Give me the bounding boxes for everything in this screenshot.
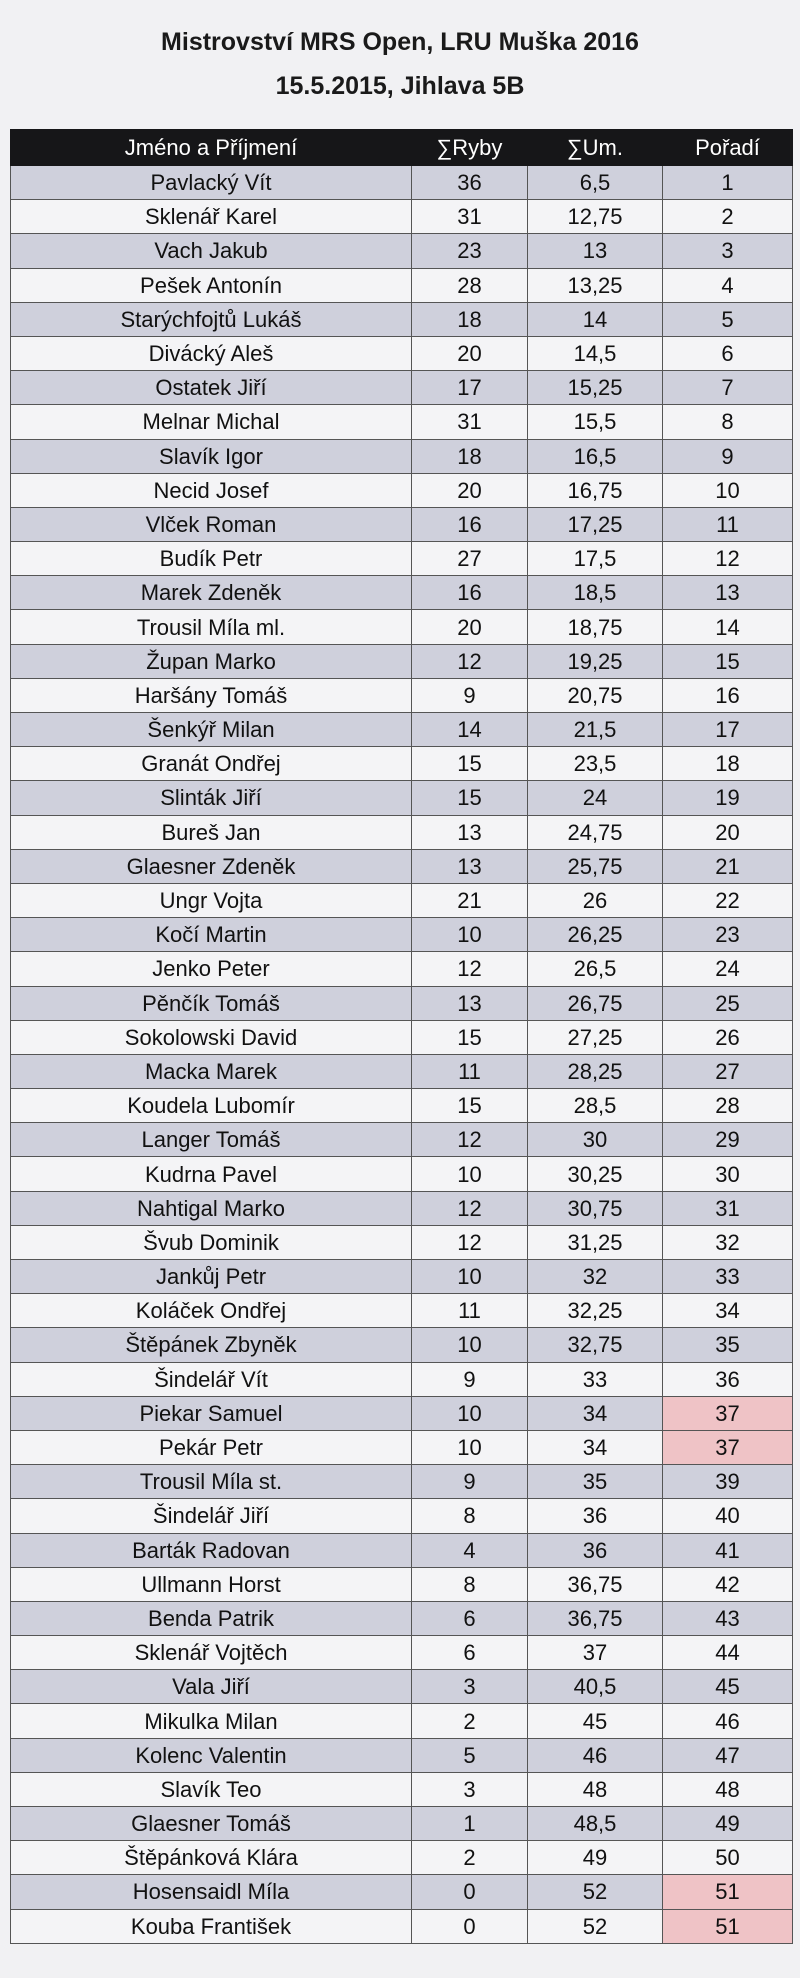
- cell-placement-sum: 25,75: [528, 849, 663, 883]
- cell-fish-count: 12: [412, 952, 528, 986]
- cell-name: Pekár Petr: [11, 1430, 412, 1464]
- cell-name: Melnar Michal: [11, 405, 412, 439]
- cell-name: Nahtigal Marko: [11, 1191, 412, 1225]
- table-row: [11, 849, 793, 883]
- table-row: [11, 747, 793, 781]
- cell-fish-count: 12: [412, 1123, 528, 1157]
- cell-rank: 23: [663, 918, 793, 952]
- cell-placement-sum: 13: [528, 234, 663, 268]
- cell-placement-sum: 14,5: [528, 336, 663, 370]
- cell-fish-count: 16: [412, 576, 528, 610]
- cell-fish-count: 12: [412, 1225, 528, 1259]
- table-row: [11, 1396, 793, 1430]
- cell-fish-count: 12: [412, 1191, 528, 1225]
- table-row: [11, 1772, 793, 1806]
- cell-fish-count: 13: [412, 986, 528, 1020]
- table-row: [11, 1499, 793, 1533]
- cell-name: Trousil Míla ml.: [11, 610, 412, 644]
- table-row: [11, 542, 793, 576]
- cell-placement-sum: 31,25: [528, 1225, 663, 1259]
- table-row: [11, 371, 793, 405]
- table-row: [11, 986, 793, 1020]
- cell-rank: 27: [663, 1054, 793, 1088]
- table-row: [11, 952, 793, 986]
- cell-name: Kouba František: [11, 1909, 412, 1943]
- cell-rank: 43: [663, 1601, 793, 1635]
- cell-placement-sum: 40,5: [528, 1670, 663, 1704]
- cell-placement-sum: 30,75: [528, 1191, 663, 1225]
- cell-rank: 2: [663, 200, 793, 234]
- cell-name: Glaesner Tomáš: [11, 1807, 412, 1841]
- cell-placement-sum: 32,75: [528, 1328, 663, 1362]
- cell-rank: 15: [663, 644, 793, 678]
- cell-name: Hosensaidl Míla: [11, 1875, 412, 1909]
- cell-fish-count: 15: [412, 1089, 528, 1123]
- cell-rank: 13: [663, 576, 793, 610]
- cell-placement-sum: 45: [528, 1704, 663, 1738]
- cell-placement-sum: 18,5: [528, 576, 663, 610]
- cell-rank: 45: [663, 1670, 793, 1704]
- table-row: [11, 1362, 793, 1396]
- cell-fish-count: 28: [412, 268, 528, 302]
- cell-name: Trousil Míla st.: [11, 1465, 412, 1499]
- cell-name: Slinták Jiří: [11, 781, 412, 815]
- cell-placement-sum: 48,5: [528, 1807, 663, 1841]
- cell-name: Kolenc Valentin: [11, 1738, 412, 1772]
- cell-placement-sum: 26: [528, 883, 663, 917]
- cell-rank: 49: [663, 1807, 793, 1841]
- cell-placement-sum: 36: [528, 1499, 663, 1533]
- table-row: [11, 1636, 793, 1670]
- cell-placement-sum: 26,5: [528, 952, 663, 986]
- cell-placement-sum: 49: [528, 1841, 663, 1875]
- table-row: [11, 1089, 793, 1123]
- cell-name: Pěnčík Tomáš: [11, 986, 412, 1020]
- cell-rank: 40: [663, 1499, 793, 1533]
- cell-placement-sum: 15,5: [528, 405, 663, 439]
- table-row: [11, 405, 793, 439]
- cell-fish-count: 14: [412, 713, 528, 747]
- cell-fish-count: 15: [412, 747, 528, 781]
- cell-rank: 24: [663, 952, 793, 986]
- cell-fish-count: 9: [412, 1362, 528, 1396]
- cell-fish-count: 20: [412, 473, 528, 507]
- cell-placement-sum: 36: [528, 1533, 663, 1567]
- cell-fish-count: 31: [412, 405, 528, 439]
- cell-name: Štěpánková Klára: [11, 1841, 412, 1875]
- cell-name: Šenkýř Milan: [11, 713, 412, 747]
- cell-rank: 42: [663, 1567, 793, 1601]
- cell-placement-sum: 14: [528, 302, 663, 336]
- table-row: [11, 200, 793, 234]
- cell-fish-count: 13: [412, 849, 528, 883]
- column-header-rank: Pořadí: [663, 130, 793, 166]
- cell-placement-sum: 17,5: [528, 542, 663, 576]
- cell-placement-sum: 52: [528, 1909, 663, 1943]
- cell-fish-count: 8: [412, 1567, 528, 1601]
- cell-placement-sum: 37: [528, 1636, 663, 1670]
- cell-fish-count: 20: [412, 336, 528, 370]
- cell-placement-sum: 19,25: [528, 644, 663, 678]
- cell-fish-count: 10: [412, 1430, 528, 1464]
- cell-placement-sum: 13,25: [528, 268, 663, 302]
- cell-rank: 32: [663, 1225, 793, 1259]
- table-row: [11, 268, 793, 302]
- cell-rank: 14: [663, 610, 793, 644]
- results-table-header: [11, 130, 793, 166]
- cell-placement-sum: 34: [528, 1396, 663, 1430]
- cell-rank: 20: [663, 815, 793, 849]
- table-row: [11, 1054, 793, 1088]
- cell-fish-count: 17: [412, 371, 528, 405]
- cell-name: Sklenář Karel: [11, 200, 412, 234]
- cell-fish-count: 2: [412, 1841, 528, 1875]
- cell-rank: 37: [663, 1396, 793, 1430]
- cell-fish-count: 5: [412, 1738, 528, 1772]
- cell-name: Šindelář Vít: [11, 1362, 412, 1396]
- cell-placement-sum: 35: [528, 1465, 663, 1499]
- cell-name: Langer Tomáš: [11, 1123, 412, 1157]
- cell-placement-sum: 12,75: [528, 200, 663, 234]
- cell-name: Haršány Tomáš: [11, 678, 412, 712]
- cell-placement-sum: 33: [528, 1362, 663, 1396]
- results-table: [10, 129, 793, 1944]
- cell-name: Šindelář Jiří: [11, 1499, 412, 1533]
- cell-fish-count: 10: [412, 1260, 528, 1294]
- cell-rank: 33: [663, 1260, 793, 1294]
- table-row: [11, 1909, 793, 1943]
- cell-placement-sum: 18,75: [528, 610, 663, 644]
- cell-name: Mikulka Milan: [11, 1704, 412, 1738]
- cell-rank: 29: [663, 1123, 793, 1157]
- cell-placement-sum: 16,75: [528, 473, 663, 507]
- cell-rank: 51: [663, 1909, 793, 1943]
- cell-rank: 1: [663, 166, 793, 200]
- cell-fish-count: 0: [412, 1909, 528, 1943]
- cell-rank: 31: [663, 1191, 793, 1225]
- cell-placement-sum: 26,25: [528, 918, 663, 952]
- cell-fish-count: 2: [412, 1704, 528, 1738]
- cell-placement-sum: 34: [528, 1430, 663, 1464]
- table-row: [11, 781, 793, 815]
- cell-fish-count: 4: [412, 1533, 528, 1567]
- cell-placement-sum: 15,25: [528, 371, 663, 405]
- cell-placement-sum: 16,5: [528, 439, 663, 473]
- cell-fish-count: 10: [412, 1157, 528, 1191]
- cell-rank: 5: [663, 302, 793, 336]
- cell-name: Slavík Teo: [11, 1772, 412, 1806]
- column-header-name: Jméno a Příjmení: [11, 130, 412, 166]
- table-row: [11, 1430, 793, 1464]
- cell-name: Vach Jakub: [11, 234, 412, 268]
- cell-name: Pešek Antonín: [11, 268, 412, 302]
- table-row: [11, 1567, 793, 1601]
- table-row: [11, 1191, 793, 1225]
- table-row: [11, 576, 793, 610]
- cell-name: Ostatek Jiří: [11, 371, 412, 405]
- cell-fish-count: 10: [412, 1328, 528, 1362]
- cell-name: Ungr Vojta: [11, 883, 412, 917]
- cell-fish-count: 15: [412, 781, 528, 815]
- cell-fish-count: 13: [412, 815, 528, 849]
- cell-rank: 36: [663, 1362, 793, 1396]
- cell-fish-count: 10: [412, 918, 528, 952]
- cell-name: Slavík Igor: [11, 439, 412, 473]
- cell-fish-count: 15: [412, 1020, 528, 1054]
- cell-name: Budík Petr: [11, 542, 412, 576]
- table-row: [11, 1225, 793, 1259]
- cell-rank: 46: [663, 1704, 793, 1738]
- cell-fish-count: 10: [412, 1396, 528, 1430]
- cell-name: Bureš Jan: [11, 815, 412, 849]
- cell-fish-count: 6: [412, 1601, 528, 1635]
- cell-fish-count: 6: [412, 1636, 528, 1670]
- cell-placement-sum: 26,75: [528, 986, 663, 1020]
- cell-placement-sum: 46: [528, 1738, 663, 1772]
- table-row: [11, 1328, 793, 1362]
- cell-placement-sum: 52: [528, 1875, 663, 1909]
- cell-fish-count: 20: [412, 610, 528, 644]
- cell-rank: 19: [663, 781, 793, 815]
- cell-rank: 3: [663, 234, 793, 268]
- cell-name: Vlček Roman: [11, 507, 412, 541]
- cell-rank: 4: [663, 268, 793, 302]
- table-row: [11, 713, 793, 747]
- results-table-body: [11, 166, 793, 1944]
- table-row: [11, 302, 793, 336]
- table-row: [11, 883, 793, 917]
- cell-rank: 39: [663, 1465, 793, 1499]
- cell-name: Kočí Martin: [11, 918, 412, 952]
- table-row: [11, 166, 793, 200]
- cell-fish-count: 27: [412, 542, 528, 576]
- cell-placement-sum: 32,25: [528, 1294, 663, 1328]
- table-row: [11, 1294, 793, 1328]
- cell-name: Sokolowski David: [11, 1020, 412, 1054]
- cell-placement-sum: 21,5: [528, 713, 663, 747]
- cell-rank: 44: [663, 1636, 793, 1670]
- table-row: [11, 473, 793, 507]
- cell-fish-count: 0: [412, 1875, 528, 1909]
- cell-name: Piekar Samuel: [11, 1396, 412, 1430]
- table-row: [11, 1841, 793, 1875]
- cell-placement-sum: 6,5: [528, 166, 663, 200]
- cell-placement-sum: 28,5: [528, 1089, 663, 1123]
- table-row: [11, 1020, 793, 1054]
- cell-rank: 30: [663, 1157, 793, 1191]
- cell-name: Koláček Ondřej: [11, 1294, 412, 1328]
- table-row: [11, 336, 793, 370]
- cell-placement-sum: 20,75: [528, 678, 663, 712]
- cell-placement-sum: 27,25: [528, 1020, 663, 1054]
- cell-fish-count: 18: [412, 302, 528, 336]
- table-row: [11, 1807, 793, 1841]
- cell-rank: 17: [663, 713, 793, 747]
- cell-rank: 26: [663, 1020, 793, 1054]
- cell-fish-count: 8: [412, 1499, 528, 1533]
- page-subtitle: 15.5.2015, Jihlava 5B: [275, 72, 525, 100]
- cell-rank: 18: [663, 747, 793, 781]
- cell-fish-count: 18: [412, 439, 528, 473]
- cell-rank: 6: [663, 336, 793, 370]
- cell-fish-count: 16: [412, 507, 528, 541]
- header-row: [11, 130, 793, 166]
- cell-rank: 22: [663, 883, 793, 917]
- table-row: [11, 1533, 793, 1567]
- cell-name: Marek Zdeněk: [11, 576, 412, 610]
- cell-rank: 34: [663, 1294, 793, 1328]
- cell-name: Starýchfojtů Lukáš: [11, 302, 412, 336]
- cell-fish-count: 3: [412, 1670, 528, 1704]
- cell-name: Benda Patrik: [11, 1601, 412, 1635]
- table-row: [11, 1260, 793, 1294]
- cell-rank: 9: [663, 439, 793, 473]
- cell-placement-sum: 23,5: [528, 747, 663, 781]
- cell-rank: 35: [663, 1328, 793, 1362]
- cell-placement-sum: 30,25: [528, 1157, 663, 1191]
- cell-fish-count: 11: [412, 1294, 528, 1328]
- table-row: [11, 644, 793, 678]
- cell-fish-count: 12: [412, 644, 528, 678]
- cell-rank: 21: [663, 849, 793, 883]
- table-row: [11, 678, 793, 712]
- cell-name: Kudrna Pavel: [11, 1157, 412, 1191]
- cell-rank: 50: [663, 1841, 793, 1875]
- cell-fish-count: 9: [412, 678, 528, 712]
- cell-fish-count: 36: [412, 166, 528, 200]
- cell-placement-sum: 24,75: [528, 815, 663, 849]
- cell-rank: 47: [663, 1738, 793, 1772]
- table-row: [11, 1157, 793, 1191]
- cell-placement-sum: 36,75: [528, 1567, 663, 1601]
- cell-rank: 12: [663, 542, 793, 576]
- cell-name: Jenko Peter: [11, 952, 412, 986]
- cell-fish-count: 3: [412, 1772, 528, 1806]
- cell-name: Pavlacký Vít: [11, 166, 412, 200]
- cell-rank: 25: [663, 986, 793, 1020]
- cell-fish-count: 11: [412, 1054, 528, 1088]
- table-row: [11, 1670, 793, 1704]
- cell-name: Divácký Aleš: [11, 336, 412, 370]
- table-row: [11, 439, 793, 473]
- cell-placement-sum: 32: [528, 1260, 663, 1294]
- table-row: [11, 1704, 793, 1738]
- cell-name: Ullmann Horst: [11, 1567, 412, 1601]
- table-row: [11, 1465, 793, 1499]
- cell-name: Granát Ondřej: [11, 747, 412, 781]
- column-header-fish-count: ∑Ryby: [412, 130, 528, 166]
- table-row: [11, 507, 793, 541]
- table-row: [11, 1601, 793, 1635]
- cell-name: Štěpánek Zbyněk: [11, 1328, 412, 1362]
- cell-placement-sum: 17,25: [528, 507, 663, 541]
- cell-name: Vala Jiří: [11, 1670, 412, 1704]
- table-row: [11, 1875, 793, 1909]
- cell-placement-sum: 48: [528, 1772, 663, 1806]
- page-title: Mistrovství MRS Open, LRU Muška 2016: [161, 28, 639, 56]
- cell-rank: 51: [663, 1875, 793, 1909]
- cell-name: Švub Dominik: [11, 1225, 412, 1259]
- cell-rank: 8: [663, 405, 793, 439]
- cell-rank: 41: [663, 1533, 793, 1567]
- table-row: [11, 1123, 793, 1157]
- cell-fish-count: 31: [412, 200, 528, 234]
- cell-name: Koudela Lubomír: [11, 1089, 412, 1123]
- cell-fish-count: 1: [412, 1807, 528, 1841]
- cell-rank: 7: [663, 371, 793, 405]
- table-row: [11, 1738, 793, 1772]
- cell-rank: 11: [663, 507, 793, 541]
- cell-rank: 48: [663, 1772, 793, 1806]
- cell-fish-count: 23: [412, 234, 528, 268]
- table-row: [11, 815, 793, 849]
- cell-name: Glaesner Zdeněk: [11, 849, 412, 883]
- column-header-placement-sum: ∑Um.: [528, 130, 663, 166]
- cell-rank: 37: [663, 1430, 793, 1464]
- cell-placement-sum: 36,75: [528, 1601, 663, 1635]
- cell-name: Macka Marek: [11, 1054, 412, 1088]
- table-row: [11, 918, 793, 952]
- cell-name: Sklenář Vojtěch: [11, 1636, 412, 1670]
- cell-fish-count: 21: [412, 883, 528, 917]
- cell-fish-count: 9: [412, 1465, 528, 1499]
- cell-name: Župan Marko: [11, 644, 412, 678]
- cell-rank: 16: [663, 678, 793, 712]
- table-row: [11, 234, 793, 268]
- cell-name: Barták Radovan: [11, 1533, 412, 1567]
- cell-placement-sum: 24: [528, 781, 663, 815]
- cell-placement-sum: 28,25: [528, 1054, 663, 1088]
- cell-rank: 28: [663, 1089, 793, 1123]
- cell-rank: 10: [663, 473, 793, 507]
- cell-name: Necid Josef: [11, 473, 412, 507]
- table-row: [11, 610, 793, 644]
- cell-name: Jankůj Petr: [11, 1260, 412, 1294]
- cell-placement-sum: 30: [528, 1123, 663, 1157]
